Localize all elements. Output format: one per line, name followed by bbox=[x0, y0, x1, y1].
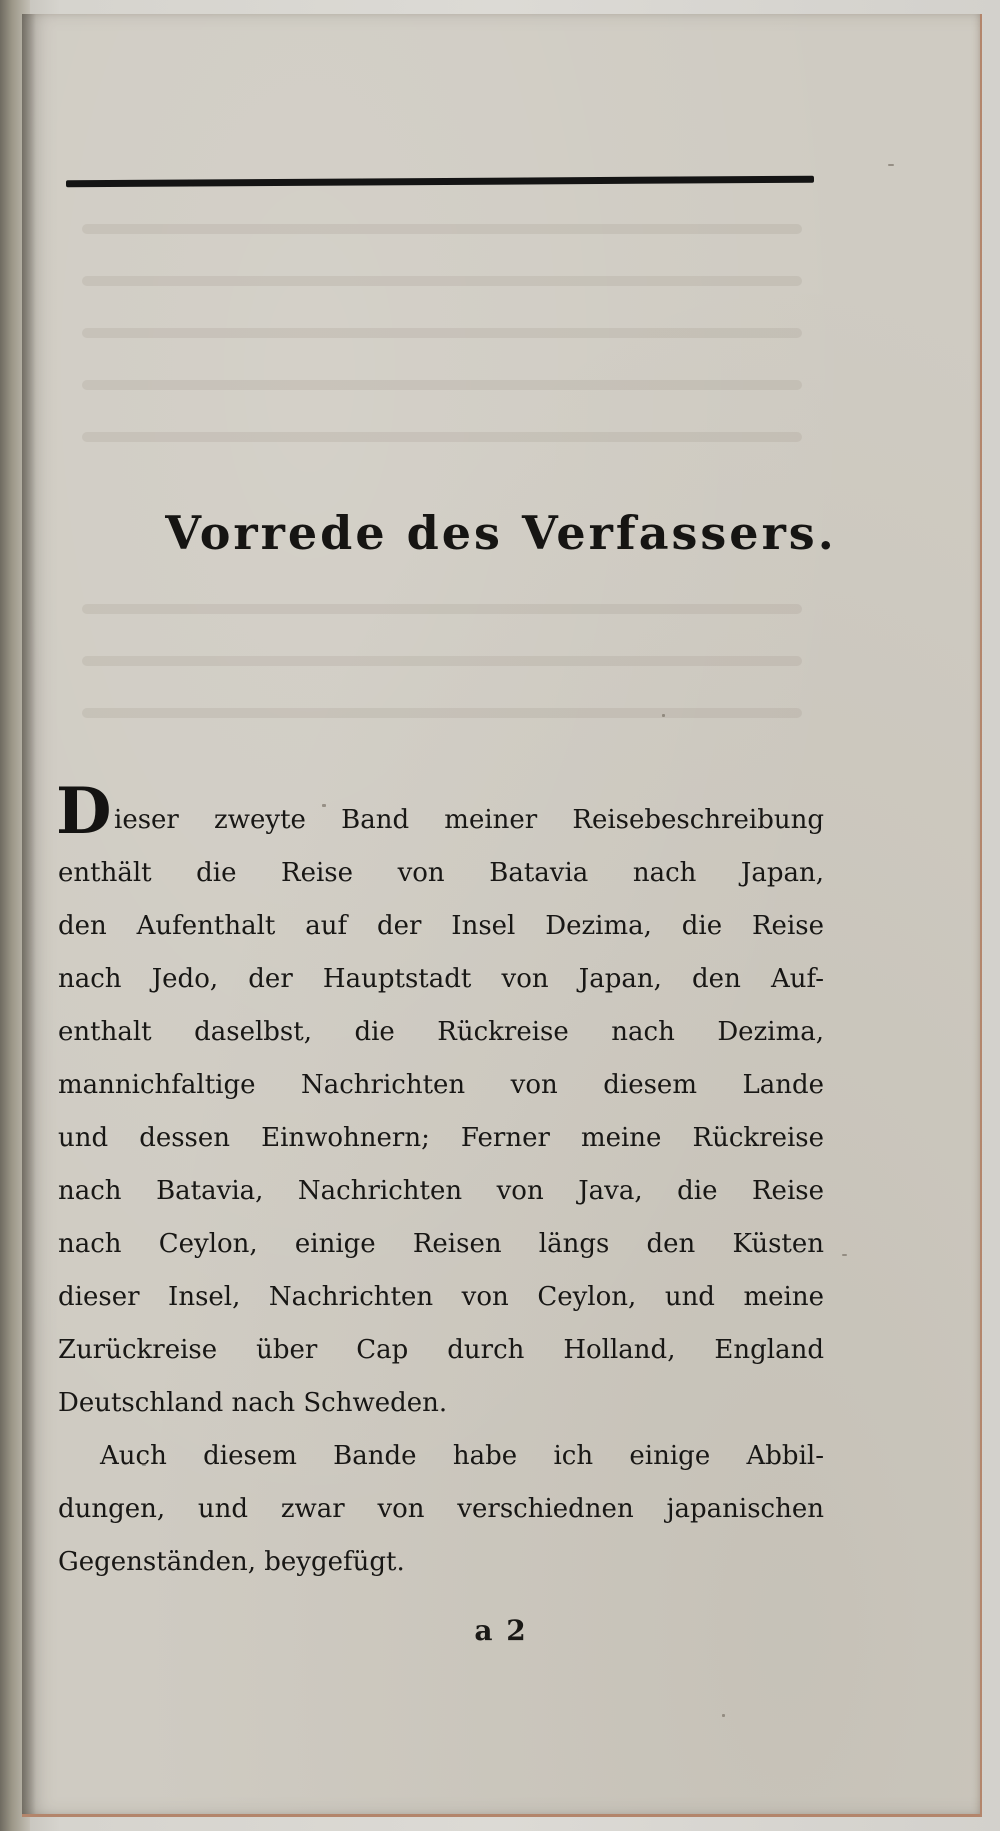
text-line-content: ieser zweyte Band meiner Reisebeschreibung bbox=[114, 805, 824, 835]
text-line: und dessen Einwohnern; Ferner meine Rückreise bbox=[58, 1123, 824, 1153]
text-line: Zurückreise über Cap durch Holland, England bbox=[58, 1335, 824, 1365]
text-line: Deutschland nach Schweden. bbox=[58, 1388, 448, 1418]
show-through-line bbox=[82, 708, 802, 718]
text-line: enthält die Reise von Batavia nach Japan, bbox=[58, 858, 824, 888]
text-line: nach Batavia, Nachrichten von Java, die Reise bbox=[58, 1176, 824, 1206]
text-line: Auch diesem Bande habe ich einige Abbil- bbox=[100, 1441, 824, 1471]
signature-mark: a 2 bbox=[474, 1614, 528, 1647]
show-through-line bbox=[82, 604, 802, 614]
paper-speck bbox=[722, 1714, 725, 1717]
paper-speck bbox=[662, 714, 665, 717]
show-through-line bbox=[82, 276, 802, 286]
text-line: dungen, und zwar von verschiednen japanischen bbox=[58, 1494, 824, 1524]
show-through-line bbox=[82, 224, 802, 234]
text-line: den Aufenthalt auf der Insel Dezima, die Reise bbox=[58, 911, 824, 941]
drop-cap: D bbox=[56, 774, 112, 849]
body-text bbox=[56, 774, 824, 1589]
text-line: nach Ceylon, einige Reisen längs den Küsten bbox=[58, 1229, 824, 1259]
page-title: Vorrede des Verfassers. bbox=[165, 506, 837, 560]
show-through-line bbox=[82, 656, 802, 666]
paper-speck bbox=[888, 164, 894, 166]
paper-speck bbox=[842, 1254, 847, 1256]
book-page bbox=[22, 14, 982, 1817]
show-through-line bbox=[82, 380, 802, 390]
text-line: enthalt daselbst, die Rückreise nach Dezima, bbox=[58, 1017, 824, 1047]
text-line: Gegenständen, beygefügt. bbox=[58, 1547, 405, 1577]
page-gutter-shadow bbox=[22, 14, 36, 1814]
text-line: dieser Insel, Nachrichten von Ceylon, und meine bbox=[58, 1282, 824, 1312]
header-rule bbox=[66, 176, 814, 188]
show-through-line bbox=[82, 432, 802, 442]
text-line: mannichfaltige Nachrichten von diesem Lande bbox=[58, 1070, 824, 1100]
show-through-line bbox=[82, 328, 802, 338]
text-line: nach Jedo, der Hauptstadt von Japan, den Auf- bbox=[58, 964, 824, 994]
text-line bbox=[56, 774, 824, 849]
